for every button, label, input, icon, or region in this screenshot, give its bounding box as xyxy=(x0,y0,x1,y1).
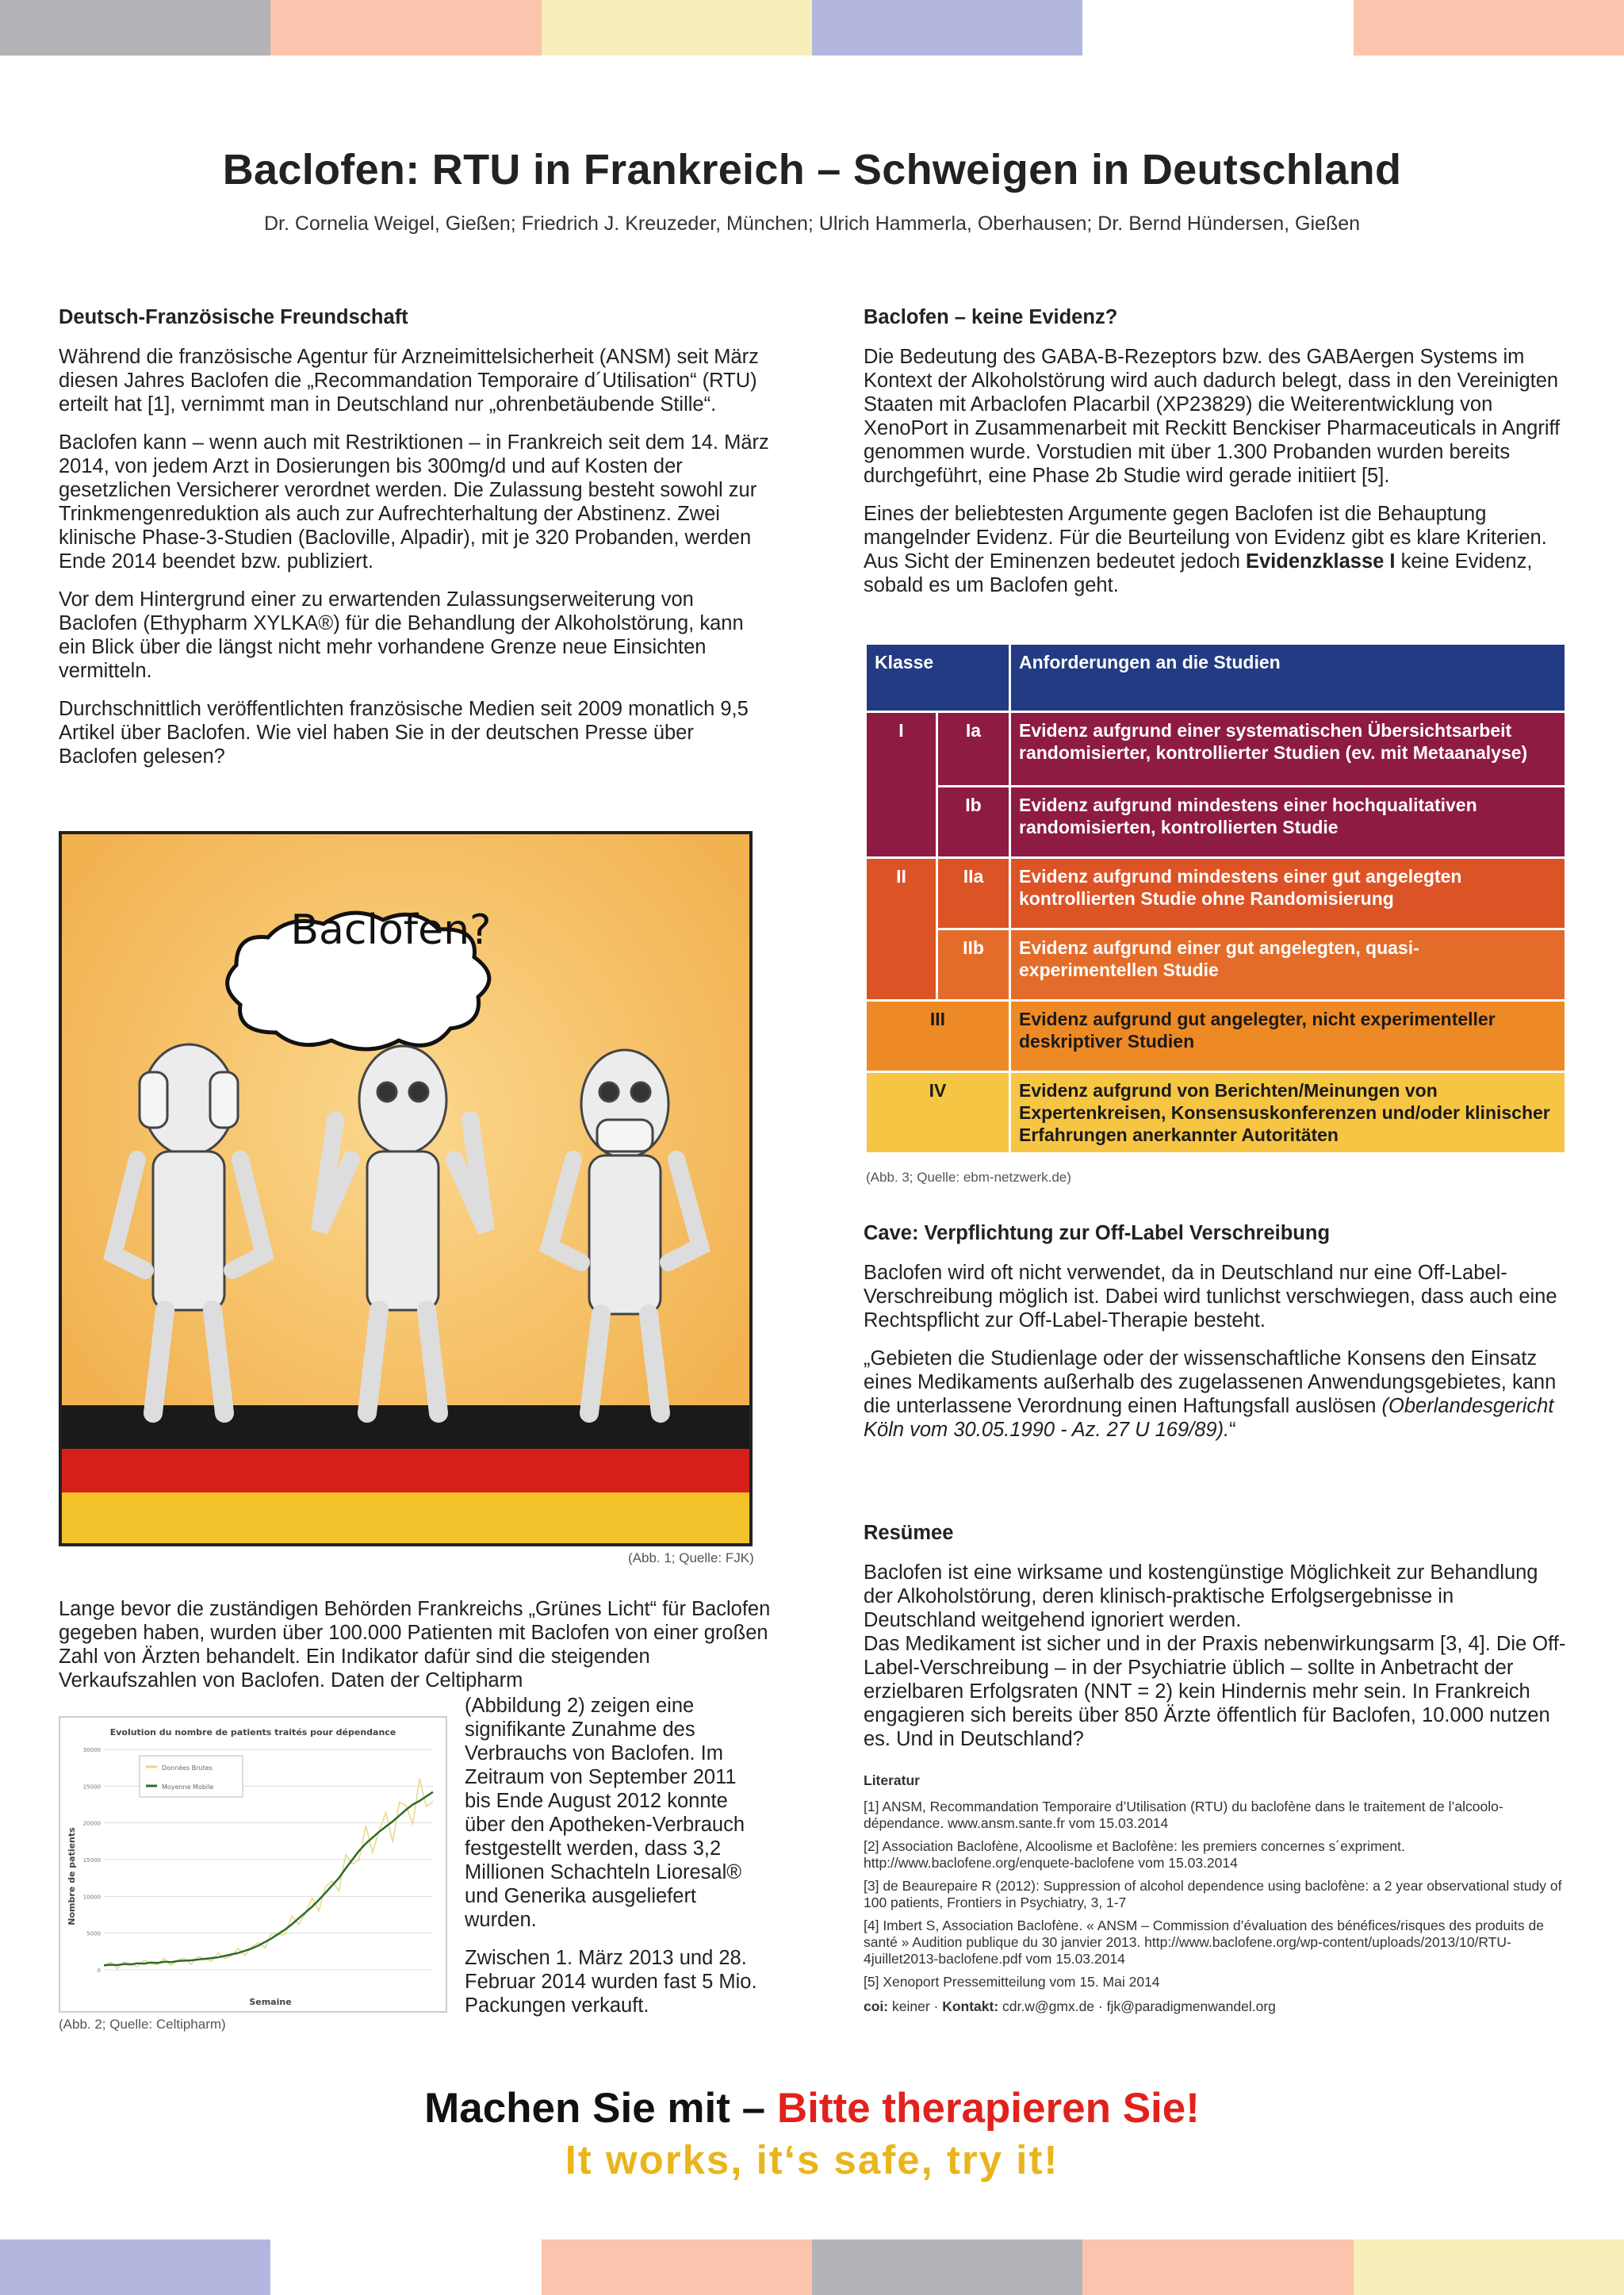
class-cell: II xyxy=(866,858,937,1001)
bar-segment xyxy=(542,0,812,56)
chart-x-label: Semaine xyxy=(249,1997,292,2007)
bubble-text: Baclofen? xyxy=(290,906,492,954)
header-requirements: Anforderungen an die Studien xyxy=(1010,644,1566,712)
sales-chart xyxy=(60,1718,446,2011)
reference: [2] Association Baclofène, Alcoolisme et Baclofène: les premiers concernes s´expriment. http://www.baclofene.org/enquete-baclofene vom 15.03.2014 xyxy=(864,1838,1405,1871)
paragraph: Zwischen 1. März 2013 und 28. Februar 2014 wurden fast 5 Mio. Packungen verkauft. xyxy=(465,1947,757,2017)
citation: (Oberlandesgericht Köln vom 30.05.1990 - Az. 27 U 169/89). xyxy=(864,1395,1554,1441)
paragraph: Durchschnittlich veröffentlichten französische Medien seit 2009 monatlich 9,5 Artikel über Baclofen. Wie viel haben Sie in der deutschen Presse über Baclofen gelesen? xyxy=(59,698,749,768)
evidence-table xyxy=(864,642,1567,1155)
table-row xyxy=(866,1072,1566,1154)
subclass-cell: IIa xyxy=(937,858,1010,929)
section-heading: Resümee xyxy=(864,1522,954,1544)
requirement-cell: Evidenz aufgrund mindestens einer hochqualitativen randomisierten, kontrollierten Studie xyxy=(1010,787,1566,858)
reference: [3] de Beaurepaire R (2012): Suppression of alcohol dependence using baclofène: a 2 year observational study of 100 patients, Frontiers in Psychiatry, 3, 1-7 xyxy=(864,1878,1562,1910)
class-cell: IV xyxy=(866,1072,1010,1154)
cta-text: Machen Sie mit – xyxy=(424,2085,777,2132)
section-heading: Cave: Verpflichtung zur Off-Label Verschreibung xyxy=(864,1222,1331,1244)
right-column xyxy=(864,305,1569,611)
subclass-cell: IIb xyxy=(937,929,1010,1001)
figure-skeletons xyxy=(59,831,753,1546)
paragraph: Baclofen kann – wenn auch mit Restriktionen – in Frankreich seit dem 14. März 2014, von jedem Arzt in Dosierungen bis 300mg/d und auf Kosten der gesetzlichen Versicherer verordnet werden. Die Zulassung besteht sowohl zur Trinkmengenreduktion als auch zur Aufrechterhaltung der Abstinenz. Zwei klinische Phase-3-Studien (Bacloville, Alpadir), mit je 320 Probanden, werden Ende 2014 beendet bzw. publiziert. xyxy=(59,431,769,573)
bar-segment xyxy=(0,2239,270,2295)
coi-contact xyxy=(864,1998,1276,2015)
table-header-row xyxy=(866,644,1566,712)
call-to-action xyxy=(0,2084,1624,2132)
cta-red-text: Bitte therapieren Sie xyxy=(776,2085,1186,2132)
subclass-cell: Ib xyxy=(937,787,1010,858)
paragraph: Das Medikament ist sicher und in der Praxis nebenwirkungsarm [3, 4]. Die Off-Label-Verschreibung – in der Psychiatrie üblich – sollte in Anbetracht der erzielbaren Erfolgsraten (NNT = 2) kein Hindernis mehr sein. In Frankreich engagieren sich bereits über 850 Ärzte öffentlich für Baclofen, 10.000 nutzen es. Und in Deutschland? xyxy=(864,1633,1566,1750)
chart-legend xyxy=(140,1756,243,1797)
paragraph: Die Bedeutung des GABA-B-Rezeptors bzw. des GABAergen Systems im Kontext der Alkoholstörung wird auch dadurch belegt, dass in den Vereinigten Staaten mit Arbaclofen Placarbil (XP23829) die Weiterentwicklung von XenoPort in Zusammenarbeit mit Reckitt Benckiser Pharmaceuticals in Angriff genommen wurde. Vorstudien mit über 1.300 Probanden wurden bereits durchgeführt, eine Phase 2b Studie wird gerade initiiert [5]. xyxy=(864,346,1561,487)
requirement-cell: Evidenz aufgrund einer gut angelegten, quasi-experimentellen Studie xyxy=(1010,929,1566,1001)
bottom-color-bar xyxy=(0,2239,1624,2295)
y-tick-label: 10000 xyxy=(82,1894,101,1901)
flag-black xyxy=(62,1405,749,1449)
table-caption: (Abb. 3; Quelle: ebm-netzwerk.de) xyxy=(866,1170,1071,1185)
y-tick-label: 20000 xyxy=(82,1820,101,1827)
chart-title: Evolution du nombre de patients traités pour dépendance xyxy=(109,1727,396,1738)
text-run: Eines der beliebtesten Argumente gegen Baclofen ist die Behauptung mangelnder Evidenz. Für die Beurteilung von Evidenz gibt es klare Kriterien. Aus Sicht der Eminenzen bedeutet jedoch xyxy=(864,503,1547,573)
requirement-cell: Evidenz aufgrund von Berichten/Meinungen von Expertenkreisen, Konsensuskonferenzen und/oder klinischer Erfahrungen anerkannter Autoritäten xyxy=(1010,1072,1566,1154)
literature-heading: Literatur xyxy=(864,1772,920,1788)
bar-segment xyxy=(270,0,541,56)
flag-red xyxy=(62,1449,749,1492)
bar-segment xyxy=(270,2239,541,2295)
paragraph xyxy=(864,502,1569,597)
bar-segment xyxy=(812,0,1082,56)
requirement-cell: Evidenz aufgrund mindestens einer gut angelegten kontrollierten Studie ohne Randomisierung xyxy=(1010,858,1566,929)
chart-y-label: Nombre de patients xyxy=(67,1827,77,1925)
bar-segment xyxy=(1082,2239,1353,2295)
skeletons-illustration xyxy=(62,834,749,1543)
bar-segment xyxy=(1082,0,1353,56)
cta-exclamation: ! xyxy=(1185,2085,1200,2132)
requirement-cell: Evidenz aufgrund einer systematischen Übersichtsarbeit randomisierter, kontrollierter Studien (ev. mit Metaanalyse) xyxy=(1010,712,1566,787)
paragraph: Baclofen ist eine wirksame und kostengünstige Möglichkeit zur Behandlung der Alkoholstörung, deren klinisch-praktische Erfolgsergebnisse in Deutschland weitgehend ignoriert werden. xyxy=(864,1561,1538,1631)
y-tick-label: 25000 xyxy=(82,1784,101,1791)
figure-caption: (Abb. 1; Quelle: FJK) xyxy=(628,1550,754,1565)
paragraph xyxy=(864,1347,1569,1442)
figure-chart xyxy=(59,1716,447,2013)
table-row xyxy=(866,1001,1566,1072)
bar-segment xyxy=(1354,0,1624,56)
reference: [1] ANSM, Recommandation Temporaire d’Utilisation (RTU) du baclofène dans le traitement de l’alcoolo-dépendance. www.ansm.sante.fr vom 15.03.2014 xyxy=(864,1799,1503,1831)
y-tick-label: 30000 xyxy=(82,1747,101,1753)
left-column xyxy=(59,305,772,783)
emphasis: Evidenzklasse I xyxy=(1245,550,1396,573)
poster-title: Baclofen: RTU in Frankreich – Schweigen in Deutschland xyxy=(222,146,1402,193)
paragraph: (Abbildung 2) zeigen eine signifikante Zunahme des Verbrauchs von Baclofen. Im Zeitraum von September 2011 bis Ende August 2012 konnte über den Apotheken-Verbrauch festgestellt werden, dass 3,2 Millionen Schachteln Lioresal® und Generika ausgeliefert wurden. xyxy=(465,1695,745,1931)
coi-label: coi: xyxy=(864,1998,889,2014)
requirement-cell: Evidenz aufgrund gut angelegter, nicht experimenteller deskriptiver Studien xyxy=(1010,1001,1566,1072)
table-row xyxy=(866,787,1566,858)
right-column-resume xyxy=(864,1521,1569,1765)
figure-caption: (Abb. 2; Quelle: Celtipharm) xyxy=(59,2017,226,2032)
text-run: “ xyxy=(1229,1419,1236,1441)
bar-segment xyxy=(812,2239,1082,2295)
section-heading: Deutsch-Französische Freundschaft xyxy=(59,306,408,328)
y-tick-label: 5000 xyxy=(86,1930,101,1937)
y-tick-label: 0 xyxy=(97,1967,101,1974)
authors: Dr. Cornelia Weigel, Gießen; Friedrich J. Kreuzeder, München; Ulrich Hammerla, Oberhausen; Dr. Bernd Hündersen, Gießen xyxy=(263,213,1361,235)
bar-segment xyxy=(542,2239,812,2295)
left-continuation xyxy=(59,1597,772,1707)
paragraph: Lange bevor die zuständigen Behörden Frankreichs „Grünes Licht“ für Baclofen gegeben haben, wurden über 100.000 Patienten mit Baclofen von einer großen Zahl von Ärzten behandelt. Ein Indikator dafür sind die steigenden Verkaufszahlen von Baclofen. Daten der Celtipharm xyxy=(59,1598,771,1692)
contact-value: cdr.w@gmx.de · fjk@paradigmenwandel.org xyxy=(998,1998,1276,2014)
subclass-cell: Ia xyxy=(937,712,1010,787)
reference: [4] Imbert S, Association Baclofène. « ANSM – Commission d’évaluation des bénéfices/risques des produits de santé » Audition publique du 30 janvier 2013. http://www.baclofene.org/wp-content/uploads/2013/10/RTU-4juillet2013-baclofene.pdf vom 15.03.2014 xyxy=(864,1918,1544,1967)
coi-value: keiner · xyxy=(888,1998,943,2014)
text-run: keine Evidenz, sobald es um Baclofen geht. xyxy=(864,550,1533,596)
header-class: Klasse xyxy=(866,644,1010,712)
reference: [5] Xenoport Pressemitteilung vom 15. Mai 2014 xyxy=(864,1974,1160,1990)
class-cell: III xyxy=(866,1001,1010,1072)
section-heading: Baclofen – keine Evidenz? xyxy=(864,306,1118,328)
text-run: „Gebieten die Studienlage oder der wissenschaftliche Konsens den Einsatz eines Medikaments außerhalb des zugelassenen Anwendungsgebietes, kann die unterlassene Verordnung einen Haftungsfall auslösen xyxy=(864,1347,1557,1417)
table-row xyxy=(866,712,1566,787)
table-row xyxy=(866,929,1566,1001)
legend-avg: Moyenne Mobile xyxy=(162,1784,214,1791)
table-row xyxy=(866,858,1566,929)
right-column-cave xyxy=(864,1221,1569,1456)
left-wrap-text xyxy=(465,1694,766,2032)
y-tick-label: 15000 xyxy=(82,1857,101,1864)
literature xyxy=(864,1772,1577,1997)
top-color-bar xyxy=(0,0,1624,56)
slogan: It works, it‘s safe, try it! xyxy=(565,2137,1059,2182)
bar-segment xyxy=(0,0,270,56)
bar-segment xyxy=(1354,2239,1624,2295)
paragraph: Vor dem Hintergrund einer zu erwartenden Zulassungserweiterung von Baclofen (Ethypharm XYLKA®) für die Behandlung der Alkoholstörung, kann ein Blick über die längst nicht mehr vorhandene Grenze neue Einsichten vermitteln. xyxy=(59,588,744,682)
flag-gold xyxy=(62,1492,749,1543)
class-cell: I xyxy=(866,712,937,858)
contact-label: Kontakt: xyxy=(942,1998,999,2014)
paragraph: Während die französische Agentur für Arzneimittelsicherheit (ANSM) seit März diesen Jahres Baclofen die „Recommandation Temporaire d´Utilisation“ (RTU) erteilt hat [1], vernimmt man in Deutschland nur „ohrenbetäubende Stille“. xyxy=(59,346,759,416)
paragraph: Baclofen wird oft nicht verwendet, da in Deutschland nur eine Off-Label-Verschreibung möglich ist. Dabei wird tunlichst verschwiegen, dass auch eine Rechtspflicht zur Off-Label-Therapie besteht. xyxy=(864,1262,1557,1331)
legend-raw: Données Brutes xyxy=(162,1764,213,1772)
